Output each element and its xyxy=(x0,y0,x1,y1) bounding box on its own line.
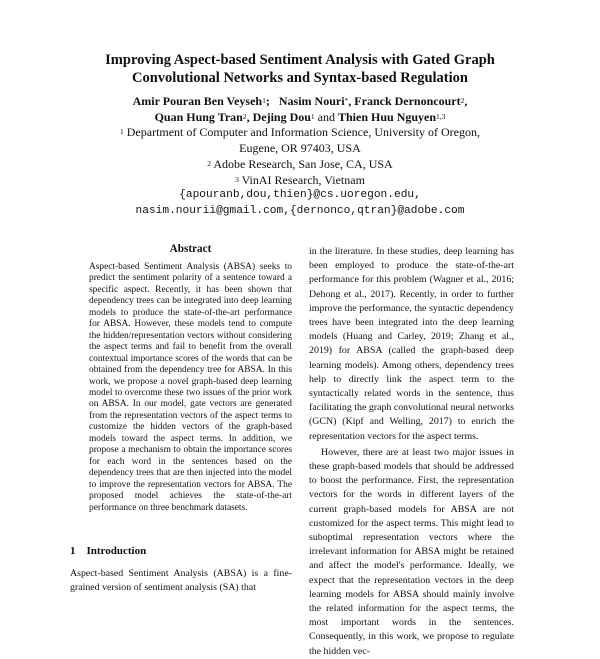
affil-sup: 3 xyxy=(235,174,239,184)
author-name: Thien Huu Nguyen xyxy=(338,109,437,124)
author-separator: ; xyxy=(265,94,270,108)
author-name: Quan Hung Tran xyxy=(154,109,243,124)
author-line-1: Amir Pouran Ben Veyseh$^1$; Nasim Nouri*, Franck Dernoncourt$^2$, xyxy=(132,94,468,108)
author-affil-sup: 1 xyxy=(262,96,266,105)
author-line-2: Quan Hung Tran$^2$, Dejing Dou$^1$ and Thien Huu Nguyen$^{1,3}$ xyxy=(154,109,446,124)
affiliation-2 xyxy=(50,157,550,173)
title-line-2: Convolutional Networks and Syntax-based Regulation xyxy=(132,69,468,86)
right-column xyxy=(309,245,514,659)
body-paragraph: However, there are at least two major issues in these graph-based models that should be addressed to boost the performance. First, the representation vectors for the words in different layers of the current graph-based models for ABSA are not customized for the aspect terms. This might lead to suboptimal representation vectors where the irrelevant information for ABSA might be retained and affect the model's performance. Ideally, we expect that the representation vectors in the deep learning models for ABSA should mainly involve the related information for the aspect terms, the most important words in the sentences. Consequently, in this work, we propose to regulate the hidden vec- xyxy=(309,446,514,657)
email-line-1: {apouranb,dou,thien}@cs.uoregon.edu, xyxy=(179,189,421,202)
title-line-1: Improving Aspect-based Sentiment Analysis with Gated Graph xyxy=(105,52,495,68)
author-affil-sup: 2 xyxy=(460,96,465,105)
author-and: and xyxy=(317,109,335,124)
email-line-2: nasim.nourii@gmail.com,{dernonco,qtran}@adobe.com xyxy=(135,204,465,217)
section-heading-introduction xyxy=(70,545,146,557)
affil-sup: 1 xyxy=(120,127,124,137)
intro-paragraph: Aspect-based Sentiment Analysis (ABSA) is a fine-grained version of sentiment analysis (SA) that xyxy=(70,568,292,593)
author-name: Amir Pouran Ben Veyseh xyxy=(132,94,263,108)
author-name: Nasim Nouri xyxy=(278,94,345,108)
author-affil-sup: * xyxy=(344,96,349,105)
section-number: 1 xyxy=(70,545,76,557)
affil-text: VinAI Research, Vietnam xyxy=(241,172,365,187)
left-column xyxy=(89,243,292,514)
abstract-heading: Abstract xyxy=(169,243,212,255)
abstract-text: Aspect-based Sentiment Analysis (ABSA) seeks to predict the sentiment polarity of a sentence toward a specific aspect. Recently, it has been shown that dependency trees can be integrated into deep learning models to produce the state-of-the-art performance for ABSA. However, these models tend to compute the hidden/representation vectors without considering the aspect terms and fail to benefit from the overall contextual importance scores of the words that can be obtained from the dependency tree for ABSA. In this work, we propose a novel graph-based deep learning model to overcome these two issues of the prior work on ABSA. In our model, gate vectors are generated from the representation vectors of the aspect terms to customize the hidden vectors of the graph-based models toward the aspect terms. In addition, we propose a mechanism to obtain the importance scores for each word in the sentences based on the dependency trees that are then injected into the model to improve the representation vectors for ABSA. The proposed model achieves the state-of-the-art performance on three benchmark datasets. xyxy=(89,262,292,513)
affil-sup: 2 xyxy=(207,158,212,168)
affiliation-1 xyxy=(50,125,550,141)
affil-text: Adobe Research, San Jose, CA, USA xyxy=(213,156,393,171)
author-affil-sup: 1,3 xyxy=(436,111,446,121)
affiliation-3 xyxy=(50,173,550,189)
section-title: Introduction xyxy=(86,545,147,557)
author-name: Franck Dernoncourt xyxy=(354,94,461,108)
body-paragraph: in the literature. In these studies, deep learning has been employed to produce the state-of-the-art performance for this problem (Wagner et al., 2016; Dehong et al., 2017). Recently, in order to further improve the performance, the syntactic dependency trees have been integrated into the deep learning models (Huang and Carley, 2019; Zhang et al., 2019) for ABSA (called the graph-based deep learning models). Among others, dependency trees help to directly link the aspect term to the syntactically related words in the sentence, thus facilitating the graph convolutional neural networks (GCN) (Kipf and Welling, 2017) to enrich the representation vectors for the aspect terms. xyxy=(309,246,514,442)
author-affil-sup: 2 xyxy=(242,111,247,121)
author-block xyxy=(50,94,550,220)
affil-text: Department of Computer and Information Science, University of Oregon, xyxy=(126,125,480,140)
paper-title xyxy=(60,52,540,87)
affiliation-1-cont: Eugene, OR 97403, USA xyxy=(239,141,361,156)
author-affil-sup: 1 xyxy=(310,111,315,121)
author-name: Dejing Dou xyxy=(252,109,311,124)
